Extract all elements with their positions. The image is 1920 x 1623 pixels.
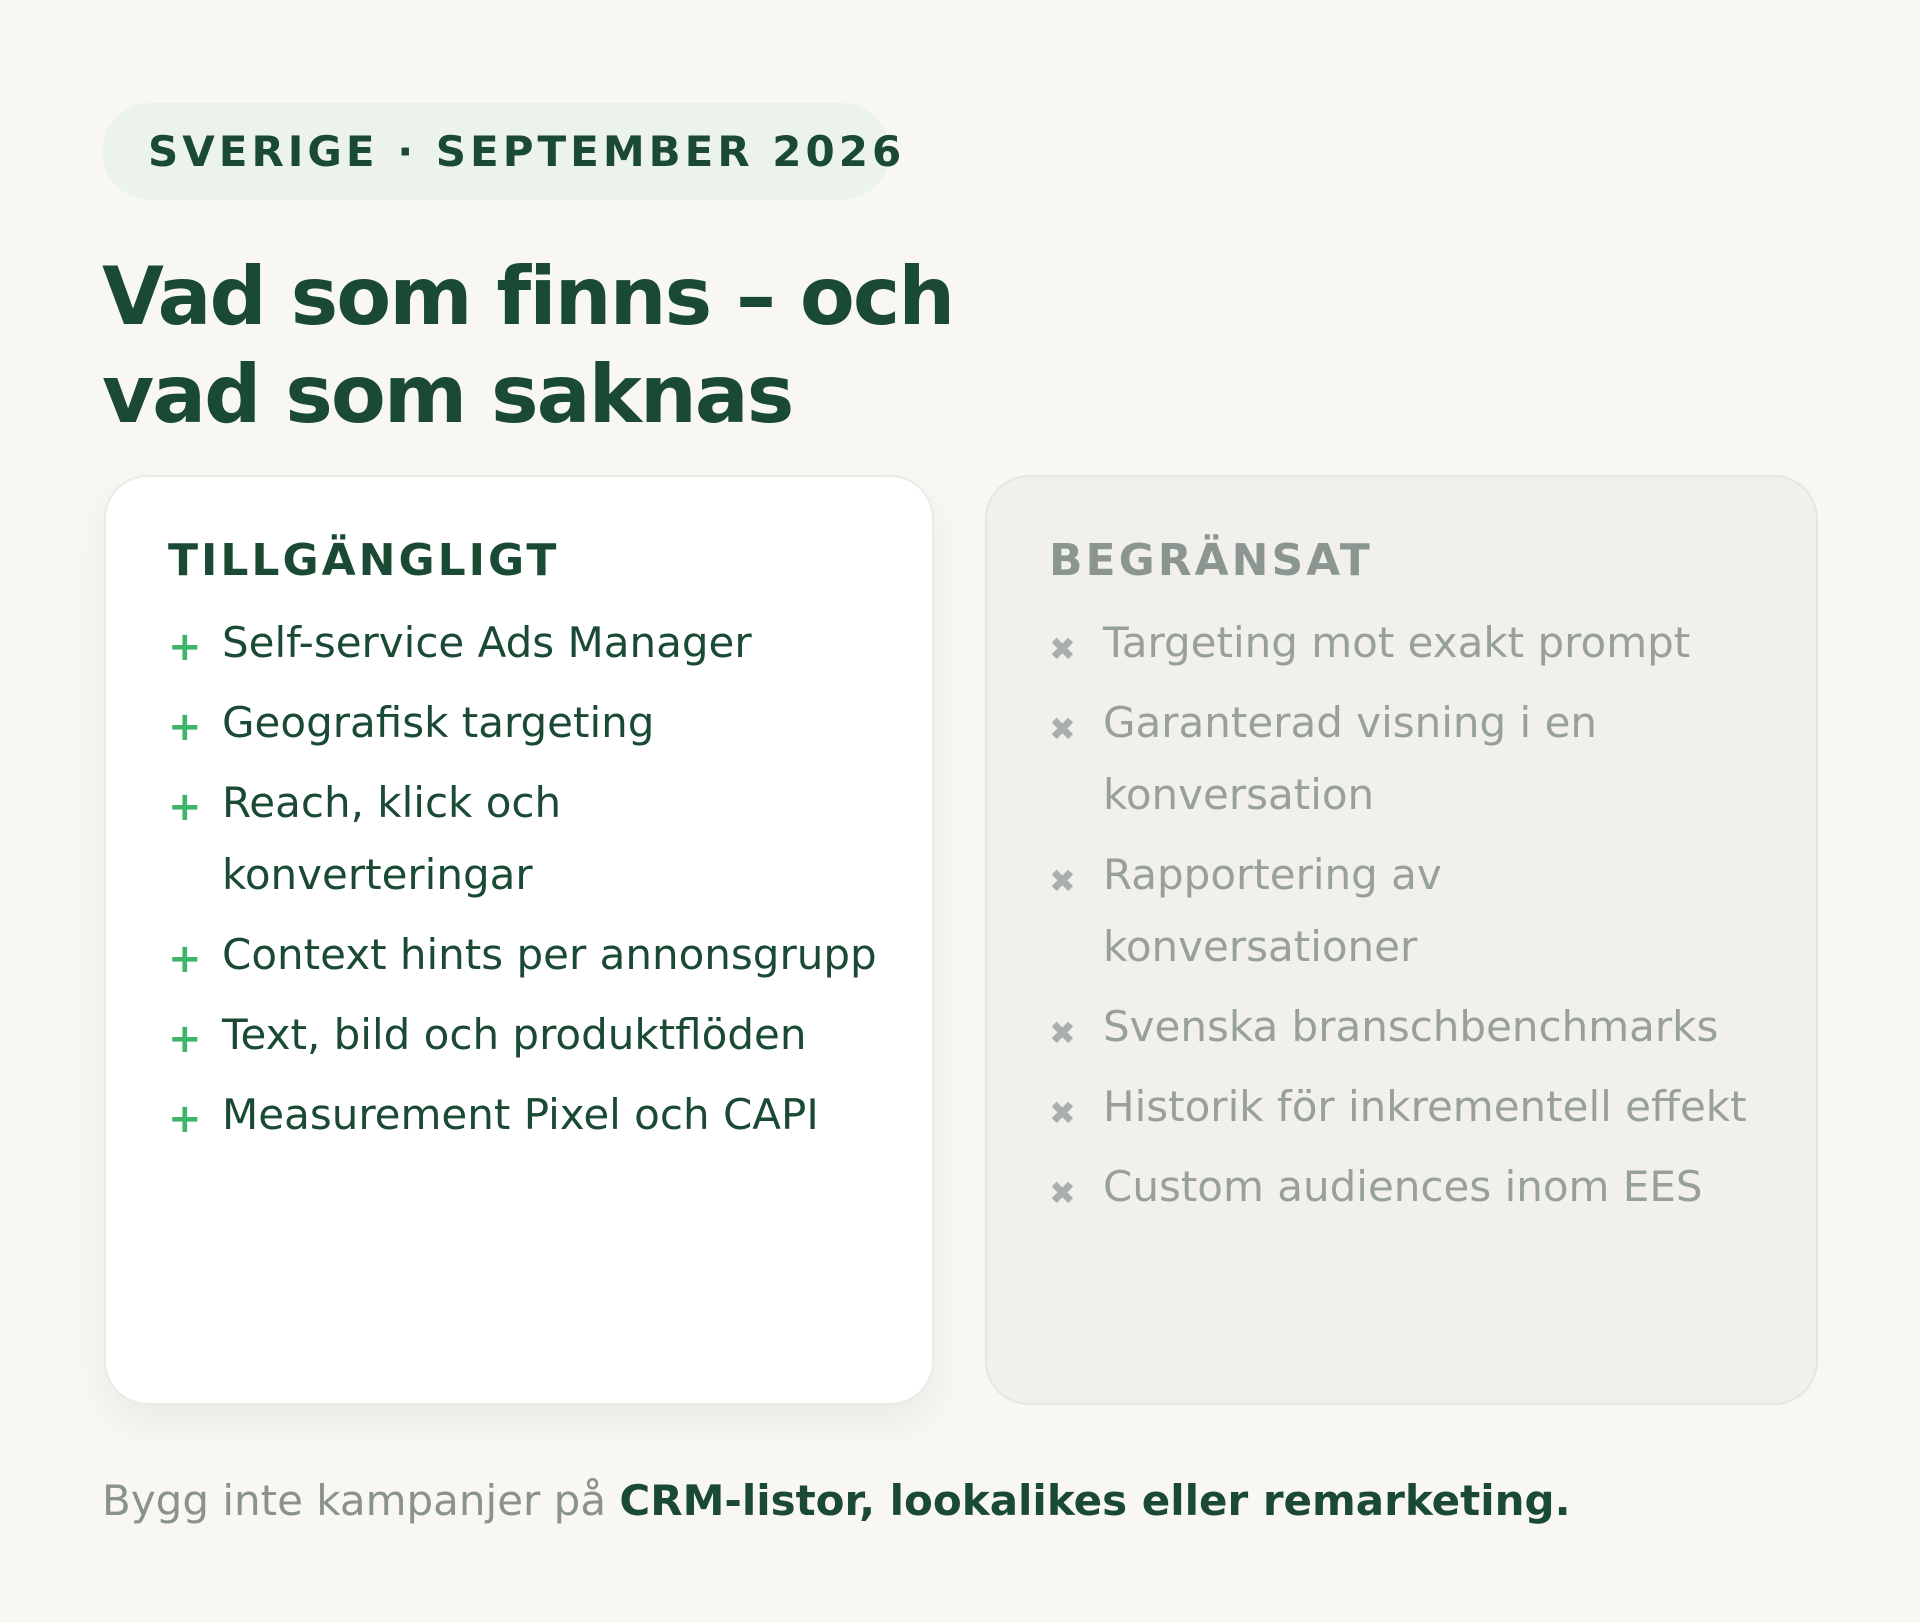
limited-list: [1049, 618, 1816, 1223]
cross-icon: ✖: [1049, 1094, 1076, 1132]
available-card-title: TILLGÄNGLIGT: [168, 535, 560, 586]
date-badge: [102, 103, 906, 200]
list-item: [168, 1010, 932, 1071]
list-item-text: Context hints per annonsgrupp: [222, 930, 877, 979]
cross-icon: ✖: [1049, 1014, 1076, 1052]
list-item: [168, 698, 932, 759]
cross-icon: ✖: [1049, 710, 1076, 748]
list-item-text: Custom audiences inom EES: [1103, 1162, 1703, 1211]
list-item: [1049, 1162, 1816, 1223]
list-item-text: Rapportering av konversationer: [1103, 850, 1442, 971]
page-title-line-2: vad som saknas: [102, 348, 793, 441]
list-item: [1049, 698, 1816, 831]
date-badge-label: SVERIGE · SEPTEMBER 2026: [148, 127, 906, 176]
list-item: [1049, 850, 1816, 983]
footer-note-emphasis: CRM-listor, lookalikes eller remarketing.: [619, 1476, 1571, 1525]
list-item: [168, 930, 932, 991]
list-item-text: Svenska branschbenchmarks: [1103, 1002, 1719, 1051]
list-item-text: Text, bild och produktflöden: [222, 1010, 807, 1059]
cross-icon: ✖: [1049, 862, 1076, 900]
footer-note: [102, 1476, 1571, 1525]
plus-icon: +: [168, 1016, 202, 1062]
footer-note-prefix: Bygg inte kampanjer på: [102, 1476, 620, 1525]
list-item-text: Garanterad visning i en konversation: [1103, 698, 1598, 819]
list-item-text: Geografisk targeting: [222, 698, 655, 747]
list-item-text: Historik för inkrementell effekt: [1103, 1082, 1747, 1131]
available-card: [104, 475, 934, 1405]
plus-icon: +: [168, 1096, 202, 1142]
plus-icon: +: [168, 936, 202, 982]
page-title: [102, 248, 1002, 444]
plus-icon: +: [168, 704, 202, 750]
list-item: [1049, 1002, 1816, 1063]
available-list: [168, 618, 932, 1151]
list-item: [168, 618, 932, 679]
list-item-text: Targeting mot exakt prompt: [1103, 618, 1691, 667]
list-item: [1049, 1082, 1816, 1143]
list-item: [168, 1090, 932, 1151]
limited-card: [985, 475, 1818, 1405]
limited-card-title: BEGRÄNSAT: [1049, 535, 1373, 586]
cross-icon: ✖: [1049, 1174, 1076, 1212]
list-item-text: Reach, klick och konverteringar: [222, 778, 562, 899]
page-title-line-1: Vad som finns – och: [102, 250, 954, 343]
list-item: [1049, 618, 1816, 679]
plus-icon: +: [168, 624, 202, 670]
list-item-text: Measurement Pixel och CAPI: [222, 1090, 819, 1139]
plus-icon: +: [168, 784, 202, 830]
list-item-text: Self-service Ads Manager: [222, 618, 752, 667]
cross-icon: ✖: [1049, 630, 1076, 668]
list-item: [168, 778, 932, 911]
